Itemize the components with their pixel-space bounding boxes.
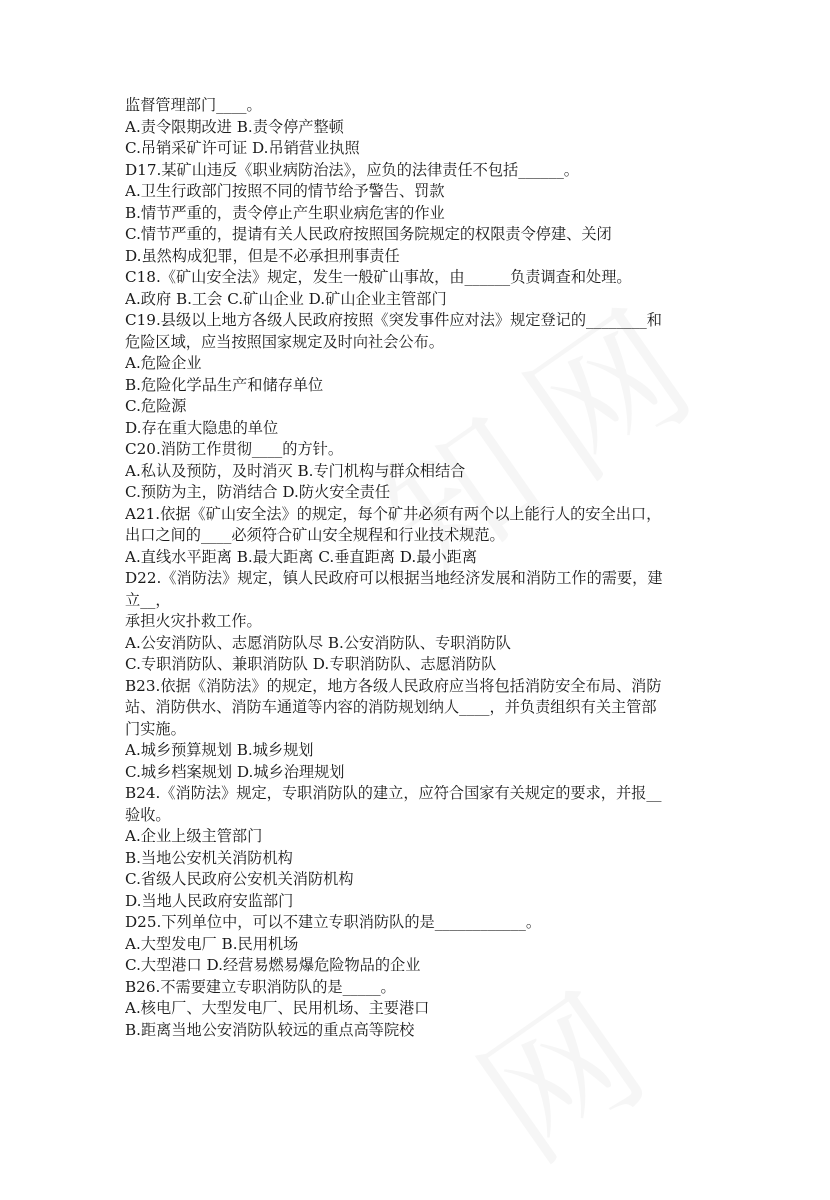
text-line: A.直线水平距离 B.最大距离 C.垂直距离 D.最小距离 xyxy=(125,547,478,566)
text-line: A.核电厂、大型发电厂、民用机场、主要港口 xyxy=(125,999,430,1017)
text-line: A.危险企业 xyxy=(125,354,202,372)
text-line: A.大型发电厂 B.民用机场 xyxy=(125,934,299,953)
text-line: B.当地公安机关消防机构 xyxy=(125,848,293,867)
text-line: C.城乡档案规划 D.城乡治理规划 xyxy=(125,762,345,781)
text-line: D22.《消防法》规定，镇人民政府可以根据当地经济发展和消防工作的需要，建 xyxy=(125,569,663,587)
text-line: C19.县级以上地方各级人民政府按照《突发事件应对法》规定登记的________和 xyxy=(125,311,662,329)
text-line: C.情节严重的，提请有关人民政府按照国务院规定的权限责令停建、关闭 xyxy=(125,225,612,243)
text-line: C.专职消防队、兼职消防队 D.专职消防队、志愿消防队 xyxy=(125,655,497,673)
text-line: 危险区域，应当按照国家规定及时向社会公布。 xyxy=(125,332,444,351)
text-line: 门实施。 xyxy=(125,719,186,738)
text-line: D.当地人民政府安监部门 xyxy=(125,891,294,910)
text-line: C.吊销采矿许可证 D.吊销营业执照 xyxy=(125,139,360,157)
text-line: A.公安消防队、志愿消防队尽 B.公安消防队、专职消防队 xyxy=(125,633,511,652)
text-line: B24.《消防法》规定，专职消防队的建立，应符合国家有关规定的要求，并报__ xyxy=(125,784,662,802)
question-text-body xyxy=(125,95,715,1041)
text-line: B.距离当地公安消防队较远的重点高等院校 xyxy=(125,1020,415,1039)
text-line: A.政府 B.工会 C.矿山企业 D.矿山企业主管部门 xyxy=(125,289,447,308)
text-line: C18.《矿山安全法》规定，发生一般矿山事故，由______负责调查和处理。 xyxy=(125,268,632,286)
text-line: B26.不需要建立专职消防队的是_____。 xyxy=(125,977,396,996)
text-line: 监督管理部门____。 xyxy=(125,96,262,114)
text-line: D.虽然构成犯罪，但是不必承担刑事责任 xyxy=(125,246,400,265)
text-line: D.存在重大隐患的单位 xyxy=(125,418,279,437)
text-line: D17.某矿山违反《职业病防治法》，应负的法律责任不包括______。 xyxy=(125,160,579,179)
text-line: B.情节严重的，责令停止产生职业病危害的作业 xyxy=(125,203,445,222)
text-line: C.省级人民政府公安机关消防机构 xyxy=(125,870,354,888)
text-line: A.城乡预算规划 B.城乡规划 xyxy=(125,741,314,759)
text-line: A21.依据《矿山安全法》的规定，每个矿井必须有两个以上能行人的安全出口， xyxy=(125,504,662,523)
text-line: 出口之间的____必须符合矿山安全规程和行业技术规范。 xyxy=(125,526,505,544)
text-line: 承担火灾扑救工作。 xyxy=(125,612,262,630)
text-line: A.责令限期改进 B.责令停产整顿 xyxy=(125,117,344,136)
text-line: A.企业上级主管部门 xyxy=(125,827,263,845)
text-line: 站、消防供水、消防车通道等内容的消防规划纳人____，并负责组织有关主管部 xyxy=(125,698,657,716)
text-line: C20.消防工作贯彻____的方针。 xyxy=(125,440,344,458)
text-line: A.卫生行政部门按照不同的情节给予警告、罚款 xyxy=(125,182,445,200)
text-line: C.预防为主，防消结合 D.防火安全责任 xyxy=(125,483,391,501)
text-line: A.私认及预防，及时消灭 B.专门机构与群众相结合 xyxy=(125,461,466,480)
text-line: C.大型港口 D.经营易燃易爆危险物品的企业 xyxy=(125,956,421,974)
text-line: D25.下列单位中，可以不建立专职消防队的是____________。 xyxy=(125,913,542,931)
text-line: 立__， xyxy=(125,590,171,609)
text-line: 验收。 xyxy=(125,805,171,824)
text-line: B.危险化学品生产和储存单位 xyxy=(125,375,324,394)
text-line: C.危险源 xyxy=(125,397,187,415)
text-line: B23.依据《消防法》的规定，地方各级人民政府应当将包括消防安全布局、消防 xyxy=(125,676,662,695)
